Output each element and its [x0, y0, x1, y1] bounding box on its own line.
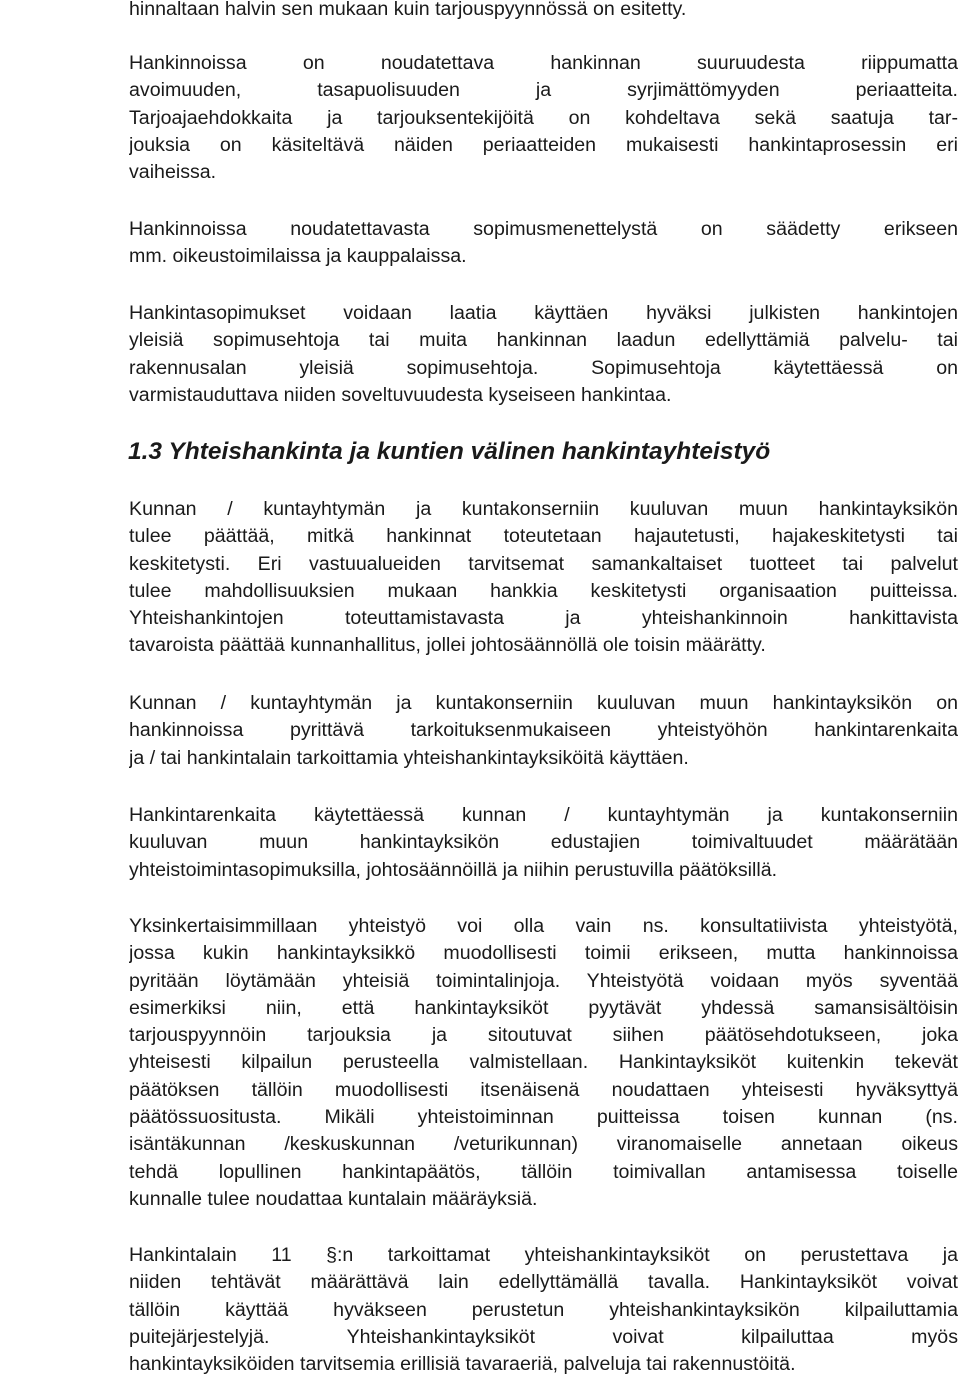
paragraph-line: yhteisesti kilpailun perusteella valmistellaan. Hankintayksiköt kuitenkin tekevät	[129, 1051, 958, 1074]
paragraph-line: rakennusalan yleisiä sopimusehtoja. Sopimusehtoja käytettäessä on	[129, 356, 958, 379]
paragraph-line: kunnalle tulee noudattaa kuntalain määräyksiä.	[129, 1187, 538, 1210]
paragraph-intro	[129, 0, 958, 23]
paragraph-line: varmistauduttava niiden soveltuvuudesta kyseiseen hankintaa.	[129, 383, 672, 406]
paragraph-line: jossa kukin hankintayksikkö muodollisesti toimii erikseen, mutta hankinnoissa	[129, 942, 958, 965]
paragraph-line: päätössuositusta. Mikäli yhteistoiminnan puitteissa toisen kunnan (ns.	[129, 1106, 958, 1129]
paragraph-cooperation	[129, 690, 958, 772]
paragraph-joint-procurement-units	[129, 1242, 958, 1378]
paragraph-line: tulee päättää, mitkä hankinnat toteutetaan hajautetusti, hajakeskitetysti tai	[129, 525, 958, 548]
paragraph-line: tarjouspyynnöin tarjouksia ja sitoutuvat siihen päätösehdotukseen, joka	[129, 1024, 958, 1047]
paragraph-line: Kunnan / kuntayhtymän ja kuntakonserniin kuuluvan muun hankintayksikön on	[129, 692, 958, 714]
paragraph-principles	[129, 50, 958, 186]
paragraph-line: hankinnoissa pyrittävä tarkoituksenmukaiseen yhteistyöhön hankintarenkaita	[129, 719, 958, 742]
paragraph-line: tavaroista päättää kunnanhallitus, jollei johtosäännöllä ole toisin määrätty.	[129, 634, 766, 657]
paragraph-line: vaiheissa.	[129, 161, 217, 184]
paragraph-line: puitejärjestelyjä. Yhteishankintayksiköt voivat kilpailuttaa myös	[129, 1325, 958, 1348]
paragraph-line: tulee mahdollisuuksien mukaan hankkia keskitetysti organisaation puitteissa.	[129, 579, 958, 602]
paragraph-line: Yksinkertaisimmillaan yhteistyö voi olla vain ns. konsultatiivista yhteistyötä,	[129, 915, 958, 937]
section-number: 1.3	[128, 438, 163, 465]
paragraph-contract-procedure	[129, 216, 958, 271]
paragraph-line: pyritään löytämään yhteisiä toimintalinjoja. Yhteistyötä voidaan myös syventää	[129, 969, 958, 992]
paragraph-line: niiden tehtävät määrättävä lain edellyttämällä tavalla. Hankintayksiköt voivat	[129, 1271, 958, 1294]
paragraph-line: yleisiä sopimusehtoja tai muita hankinnan laadun edellyttämiä palvelu- tai	[129, 329, 958, 352]
paragraph-line: kuuluvan muun hankintayksikön edustajien toimivaltuudet määrätään	[129, 831, 958, 854]
paragraph-line: Hankinnoissa noudatettavasta sopimusmenettelystä on säädetty erikseen	[129, 218, 958, 240]
paragraph-line: Tarjoajaehdokkaita ja tarjouksentekijöitä on kohdeltava sekä saatuja tar-	[129, 106, 958, 129]
paragraph-line: Hankinnoissa on noudatettava hankinnan suuruudesta riippumatta	[129, 52, 958, 74]
paragraph-consultative-cooperation	[129, 913, 958, 1213]
paragraph-line: Kunnan / kuntayhtymän ja kuntakonserniin kuuluvan muun hankintayksikön	[129, 498, 958, 520]
paragraph-line: Hankintalain 11 §:n tarkoittamat yhteishankintayksiköt on perustettava ja	[129, 1244, 958, 1266]
paragraph-line: hankintayksiköiden tarvitsemia erillisiä tavaraeriä, palveluja tai rakennustöitä.	[129, 1353, 796, 1376]
paragraph-line: Yhteishankintojen toteuttamistavasta ja yhteishankinnoin hankittavista	[129, 607, 958, 630]
paragraph-line: esimerkiksi niin, että hankintayksiköt pyytävät yhdessä samansisältöisin	[129, 996, 958, 1019]
paragraph-line: hinnaltaan halvin sen mukaan kuin tarjouspyynnössä on esitetty.	[129, 0, 687, 20]
paragraph-line: keskitetysti. Eri vastuualueiden tarvitsemat samankaltaiset tuotteet tai palvelut	[129, 552, 958, 575]
paragraph-line: mm. oikeustoimilaissa ja kauppalaissa.	[129, 245, 467, 268]
paragraph-line: yhteistoimintasopimuksilla, johtosäännöillä ja niihin perustuvilla päätöksillä.	[129, 858, 778, 881]
paragraph-line: jouksia on käsiteltävä näiden periaatteiden mukaisesti hankintaprosessin eri	[129, 133, 958, 156]
section-title: Yhteishankinta ja kuntien välinen hankintayhteistyö	[168, 438, 771, 465]
paragraph-procurement-rings	[129, 802, 958, 884]
section-heading	[0, 436, 958, 468]
paragraph-line: isäntäkunnan /keskuskunnan /veturikunnan) viranomaiselle annetaan oikeus	[129, 1133, 958, 1156]
paragraph-line: tällöin käyttää hyväkseen perustetun yhteishankintayksikön kilpailuttamia	[129, 1298, 958, 1321]
paragraph-contract-terms	[129, 300, 958, 409]
paragraph-line: avoimuuden, tasapuolisuuden ja syrjimättömyyden periaatteita.	[129, 79, 958, 102]
paragraph-line: Hankintasopimukset voidaan laatia käyttäen hyväksi julkisten hankintojen	[129, 302, 958, 324]
paragraph-centralization	[129, 496, 958, 660]
paragraph-line: tehdä lopullinen hankintapäätös, tällöin toimivallan antamisessa toiselle	[129, 1160, 958, 1183]
paragraph-line: päätöksen tällöin muodollisesti itsenäisenä noudattaen yhteisesti hyväksyttyä	[129, 1078, 958, 1101]
paragraph-line: Hankintarenkaita käytettäessä kunnan / kuntayhtymän ja kuntakonserniin	[129, 804, 958, 826]
paragraph-line: ja / tai hankintalain tarkoittamia yhteishankintayksiköitä käyttäen.	[129, 746, 689, 769]
